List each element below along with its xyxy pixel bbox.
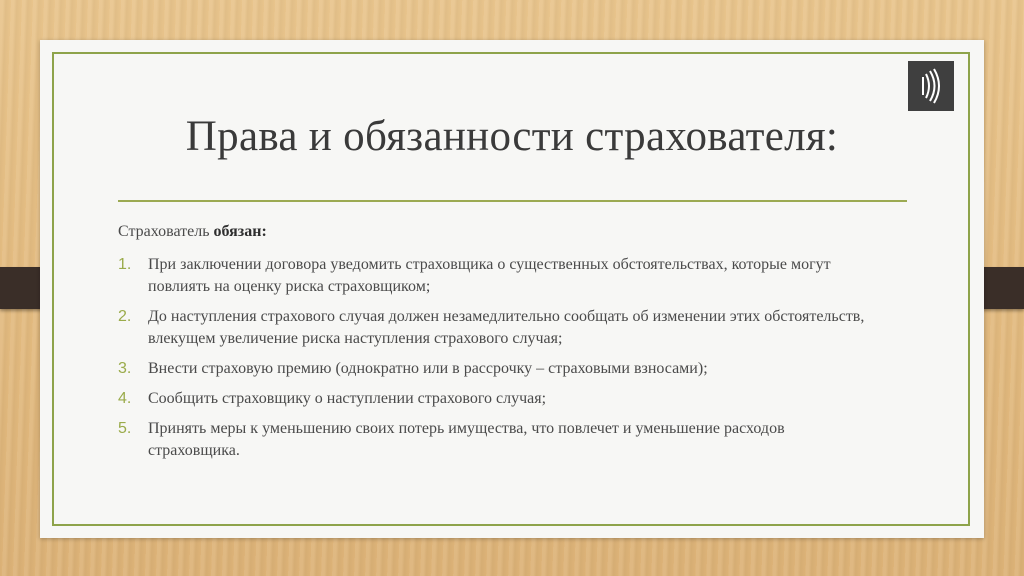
lead-bold: обязан: [213, 223, 267, 240]
duties-list [118, 254, 878, 470]
list-item [118, 418, 878, 462]
list-item-text: Сообщить страховщику о наступлении страхового случая; [148, 390, 547, 407]
list-item-number: 5. [118, 420, 132, 437]
list-item-number: 4. [118, 390, 132, 407]
lead-prefix: Страхователь [118, 223, 214, 240]
slide-title: Права и обязанности страхователя: [185, 113, 839, 160]
sound-icon [908, 61, 954, 111]
list-item-number: 2. [118, 308, 132, 325]
list-item-text: Внести страховую премию (однократно или в рассрочку – страховыми взносами); [148, 360, 708, 377]
slide-card [40, 40, 984, 538]
lead-text [118, 223, 267, 241]
list-item-number: 3. [118, 360, 132, 377]
list-item-text: При заключении договора уведомить страховщика о существенных обстоятельствах, которые могут повлиять на оценку риска страховщиком; [148, 256, 831, 295]
list-item [118, 358, 878, 380]
title-divider [118, 200, 907, 202]
list-item [118, 254, 878, 298]
list-item [118, 388, 878, 410]
sound-button[interactable] [908, 61, 954, 111]
list-item-number: 1. [118, 256, 132, 273]
list-item-text: До наступления страхового случая должен незамедлительно сообщать об изменении этих обстоятельств, влекущем увеличение риска наступления страхового случая; [148, 308, 865, 347]
list-item-text: Принять меры к уменьшению своих потерь имущества, что повлечет и уменьшение расходов страховщика. [148, 420, 785, 459]
list-item [118, 306, 878, 350]
